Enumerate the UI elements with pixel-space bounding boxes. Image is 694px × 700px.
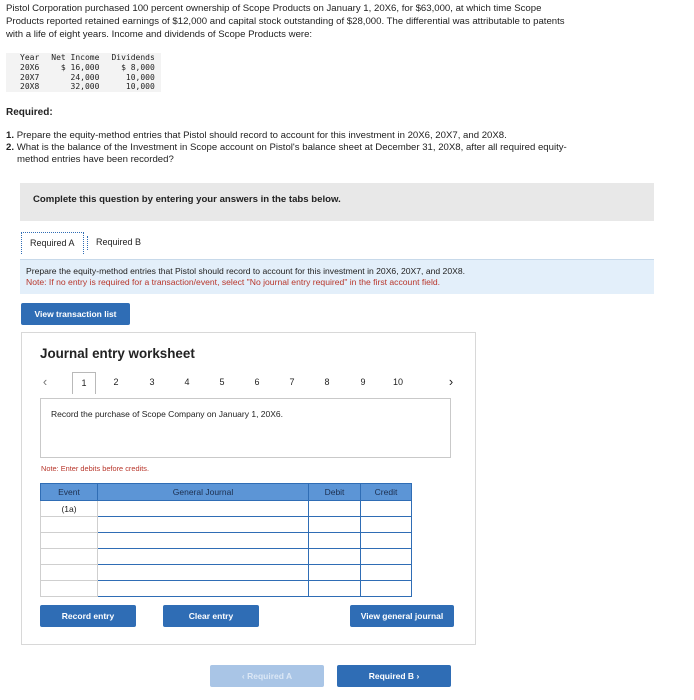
tab-required-b[interactable]: Required B [96, 237, 142, 247]
cell-net-income: 24,000 [70, 72, 100, 82]
journal-entry-worksheet [21, 332, 476, 645]
required-a-nav-label: Required A [247, 671, 293, 681]
event-cell [41, 549, 98, 565]
page-8-button[interactable]: 8 [324, 377, 330, 387]
cell-net-income: $ 16,000 [60, 62, 100, 72]
credit-input[interactable] [361, 533, 412, 549]
record-instruction-box [40, 398, 451, 458]
worksheet-title: Journal entry worksheet [40, 346, 195, 361]
debit-input[interactable] [309, 549, 361, 565]
table-row [41, 517, 412, 533]
account-input[interactable] [98, 533, 309, 549]
required-item-number: 1. [6, 130, 15, 141]
page-9-button[interactable]: 9 [360, 377, 366, 387]
debit-input[interactable] [309, 581, 361, 597]
problem-line: Products reported retained earnings of $12,000 and capital stock outstanding of $28,000. The differential was attributable to patents [6, 16, 565, 27]
credit-input[interactable] [361, 581, 412, 597]
required-b-nav-button[interactable] [337, 665, 451, 687]
instructions-banner: Complete this question by entering your answers in the tabs below. [20, 183, 654, 221]
view-transaction-list-button[interactable]: View transaction list [21, 303, 130, 325]
cell-dividends: 10,000 [125, 82, 155, 92]
view-general-journal-button[interactable]: View general journal [350, 605, 454, 627]
chevron-left-icon[interactable]: ‹ [42, 374, 48, 389]
event-cell [41, 565, 98, 581]
chevron-right-icon[interactable]: › [448, 374, 454, 389]
instruction-text: Prepare the equity-method entries that Pistol should record to account for this investment in 20X6, 20X7, and 20X8. [26, 266, 466, 276]
page-2-button[interactable]: 2 [113, 377, 119, 387]
required-item-text: What is the balance of the Investment in Scope account on Pistol's balance sheet at December 31, 20X8, after all required equity- [16, 142, 567, 153]
account-input[interactable] [98, 565, 309, 581]
income-dividends-table [6, 53, 161, 92]
tab-required-a[interactable]: Required A [21, 232, 84, 254]
clear-entry-button[interactable]: Clear entry [163, 605, 259, 627]
cell-year: 20X7 [20, 72, 40, 82]
debit-input[interactable] [309, 533, 361, 549]
problem-line: Pistol Corporation purchased 100 percent ownership of Scope Products on January 1, 20X6, for $63,000, at which time Scope [6, 3, 542, 14]
col-credit: Credit [361, 484, 412, 501]
record-instruction-text: Record the purchase of Scope Company on January 1, 20X6. [51, 409, 284, 419]
journal-entry-table [40, 483, 412, 597]
page-3-button[interactable]: 3 [149, 377, 155, 387]
table-row [6, 82, 161, 92]
page-5-button[interactable]: 5 [219, 377, 225, 387]
account-input[interactable] [98, 517, 309, 533]
credit-input[interactable] [361, 565, 412, 581]
record-entry-button[interactable]: Record entry [40, 605, 136, 627]
required-heading: Required: [6, 107, 53, 118]
page-6-button[interactable]: 6 [254, 377, 260, 387]
debit-input[interactable] [309, 501, 361, 517]
required-item-text: method entries have been recorded? [17, 154, 174, 165]
table-row [6, 63, 161, 73]
event-cell: (1a) [41, 501, 98, 517]
debit-input[interactable] [309, 565, 361, 581]
account-input[interactable] [98, 581, 309, 597]
col-net-income: Net Income [51, 53, 100, 62]
table-row [41, 533, 412, 549]
chevron-left-icon: ‹ [241, 671, 245, 681]
cell-year: 20X8 [20, 82, 40, 92]
required-item-text: Prepare the equity-method entries that Pistol should record to account for this investment in 20X6, 20X7, and 20X8. [16, 130, 507, 141]
credit-input[interactable] [361, 517, 412, 533]
col-general-journal: General Journal [98, 484, 309, 501]
debit-input[interactable] [309, 517, 361, 533]
cell-year: 20X6 [20, 62, 40, 72]
page-1-button[interactable]: 1 [72, 372, 96, 394]
instruction-note: Note: If no entry is required for a transaction/event, select "No journal entry required" in the first account field. [26, 277, 441, 287]
event-cell [41, 581, 98, 597]
worksheet-pager [22, 372, 477, 392]
cell-net-income: 32,000 [70, 82, 100, 92]
page-4-button[interactable]: 4 [184, 377, 190, 387]
required-list [6, 130, 686, 166]
col-event: Event [41, 484, 98, 501]
required-item-number: 2. [6, 142, 15, 153]
event-cell [41, 533, 98, 549]
table-row [41, 501, 412, 517]
credit-input[interactable] [361, 549, 412, 565]
problem-line: with a life of eight years. Income and dividends of Scope Products were: [6, 29, 313, 40]
page-10-button[interactable]: 10 [392, 377, 403, 387]
account-input[interactable] [98, 501, 309, 517]
col-dividends: Dividends [111, 53, 155, 62]
event-cell [41, 517, 98, 533]
problem-statement [6, 2, 686, 41]
debits-credits-note: Note: Enter debits before credits. [41, 464, 150, 473]
page-7-button[interactable]: 7 [289, 377, 295, 387]
credit-input[interactable] [361, 501, 412, 517]
account-input[interactable] [98, 549, 309, 565]
table-row [6, 73, 161, 83]
col-debit: Debit [309, 484, 361, 501]
required-a-nav-button[interactable] [210, 665, 324, 687]
table-row [41, 581, 412, 597]
cell-dividends: 10,000 [125, 72, 155, 82]
required-b-nav-label: Required B [368, 671, 415, 681]
cell-dividends: $ 8,000 [121, 62, 155, 72]
tab-instructions [20, 259, 654, 294]
table-row [41, 549, 412, 565]
chevron-right-icon: › [416, 671, 420, 681]
table-row [41, 565, 412, 581]
col-year: Year [20, 53, 40, 62]
